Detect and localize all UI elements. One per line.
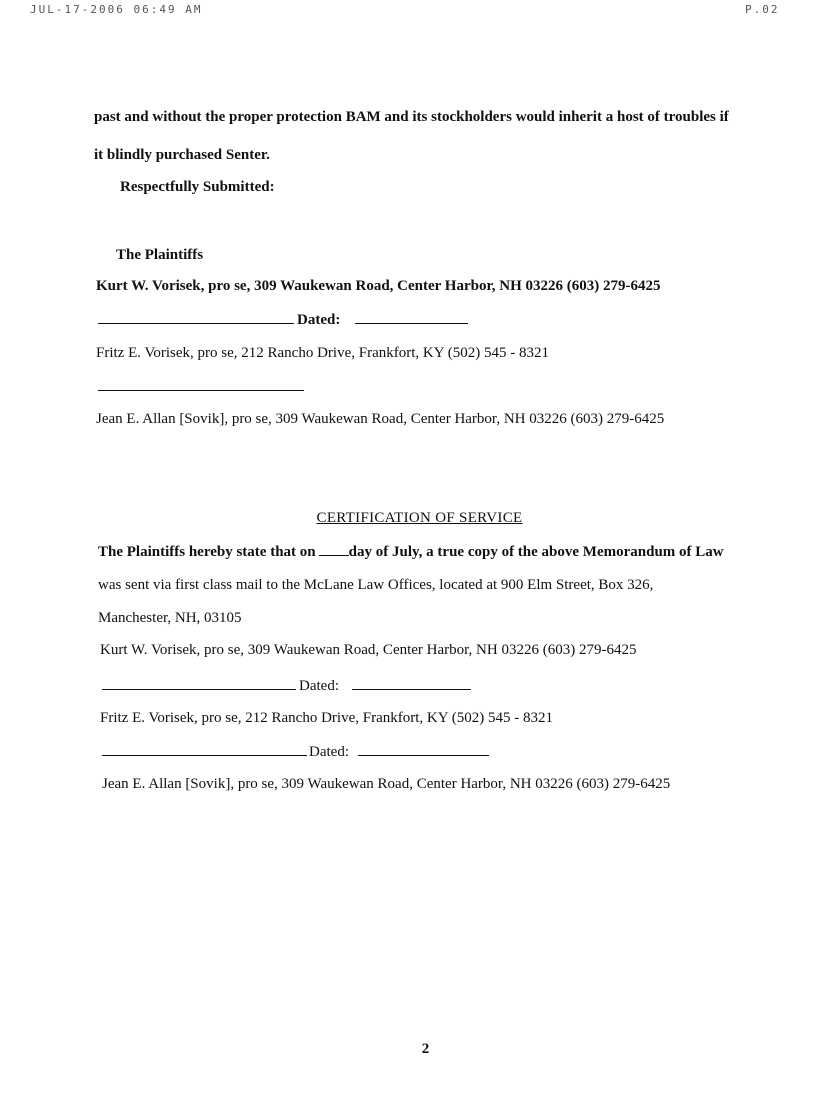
fax-header-date: JUL-17-2006 06:49 AM [30,3,203,16]
fax-header-page: P.02 [745,3,780,16]
cert-signer-fritz-name: Fritz E. Vorisek, pro se, 212 Rancho Drive, Frankfort, KY (502) 545 - 8321 [100,710,553,726]
cert-signature-line-fritz [102,755,307,756]
cert-dated-label-2: Dated: [309,744,349,760]
certification-line-2: was sent via first class mail to the McLane Law Offices, located at 900 Elm Street, Box 326, [98,577,654,593]
page-number: 2 [421,1041,430,1057]
cert-signer-kurt-name: Kurt W. Vorisek, pro se, 309 Waukewan Road, Center Harbor, NH 03226 (603) 279-6425 [100,642,637,658]
certification-line-1-start: The Plaintiffs hereby state that on [98,544,316,560]
signature-line-fritz [98,390,304,391]
signer-jean-name: Jean E. Allan [Sovik], pro se, 309 Waukewan Road, Center Harbor, NH 03226 (603) 279-6425 [96,411,665,427]
signature-line-kurt [98,323,294,324]
signer-fritz-name: Fritz E. Vorisek, pro se, 212 Rancho Drive, Frankfort, KY (502) 545 - 8321 [96,345,549,361]
paragraph-line-1: past and without the proper protection BAM and its stockholders would inherit a host of troubles if [94,109,729,125]
respectfully-submitted: Respectfully Submitted: [120,179,275,195]
certification-line-3: Manchester, NH, 03105 [98,610,242,626]
certification-heading [0,509,839,527]
signer-kurt-name: Kurt W. Vorisek, pro se, 309 Waukewan Road, Center Harbor, NH 03226 (603) 279-6425 [96,278,661,294]
cert-dated-label-1: Dated: [299,678,339,694]
cert-signer-jean-name: Jean E. Allan [Sovik], pro se, 309 Waukewan Road, Center Harbor, NH 03226 (603) 279-6425 [102,776,671,792]
cert-date-line-fritz [358,755,489,756]
cert-date-line-kurt [352,689,471,690]
plaintiffs-label: The Plaintiffs [116,247,204,263]
cert-signature-line-kurt [102,689,296,690]
certification-line-1-end: day of July, a true copy of the above Memorandum of Law [348,544,724,560]
dated-label: Dated: [297,312,341,328]
date-line-kurt [355,323,468,324]
paragraph-line-2: it blindly purchased Senter. [94,147,270,163]
day-blank [319,542,349,556]
certification-heading-text: CERTIFICATION OF SERVICE [316,510,523,526]
certification-line-1 [98,542,724,561]
